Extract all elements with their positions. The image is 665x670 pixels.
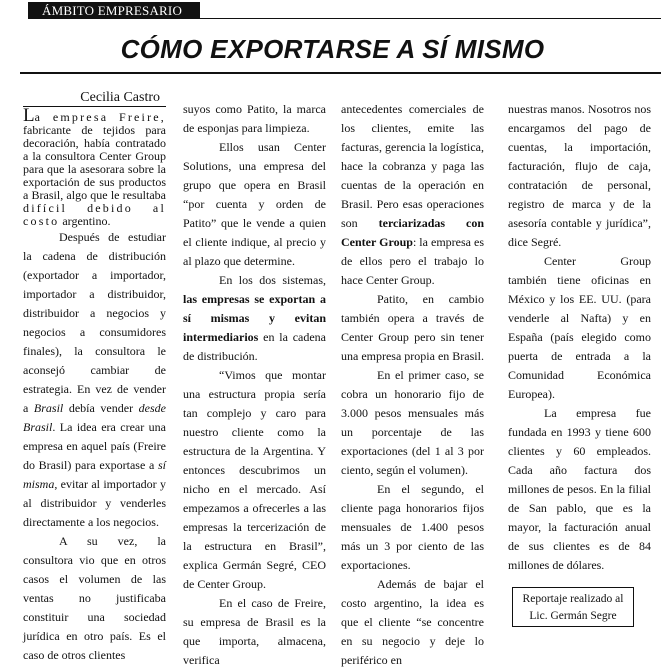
paragraph: La empresa fue fundada en 1993 y tiene 600 clientes y 60 empleados. Cada año factura dos millones de pesos. En la filial de San pablo, que es la mayor, la facturación anual de sus clientes es de 84 millones de dólares. [508, 406, 651, 572]
section-label: ÁMBITO EMPRESARIO [28, 2, 200, 19]
credit-line: Lic. Germán Segre [529, 610, 617, 622]
highlighted-text: terciarizadas con Center Group [341, 216, 484, 249]
column-1 [23, 90, 166, 665]
paragraph: Patito, en cambio también opera a través de Center Group pero sin tener una empresa propia en Brasil. [341, 292, 484, 363]
paragraph: antecedentes comerciales de los clientes, emite las facturas, gerencia la logística, hace la cobranza y paga las cuentas de la operación en Brasil. Pero esas operaciones son terciarizadas con Center Group: la empresa es de ellos pero el trabajo lo hace Center Group. [341, 102, 485, 287]
paragraph: Además de bajar el costo argentino, la idea es que el cliente “se concentre en su negocio y deje lo periférico en [341, 577, 484, 667]
paragraph: En el caso de Freire, su empresa de Brasil es la que importa, almacena, verifica [183, 596, 326, 667]
paragraph: “Vimos que montar una estructura propia sería tan complejo y caro para nuestro cliente como la estructura de la Argentina. Y entonces descubrimos un nicho en el mercado. Así empezamos a ofrecerles a las empresas la tercerización de la estructura en Brasil”, explica Germán Segré, CEO de Center Group. [183, 368, 326, 591]
lead-paragraph: La empresa Freire, fabricante de tejidos para decoración, había contratado a la consultora Center Group para que la asesorara sobre la exportación de sus productos a Brasil, algo que le resultaba difícil debido al costo argentino. [23, 105, 166, 228]
paragraph: En el primer caso, se cobra un honorario fijo de 3.000 pesos mensuales más un porcentaje de las exportaciones (del 1 al 3 por ciento, según el volumen). [341, 368, 484, 477]
byline-rule [23, 106, 166, 107]
interview-credit-box [512, 587, 634, 627]
drop-cap: L [23, 105, 35, 126]
paragraph: nuestras manos. Nosotros nos encargamos del pago de cuentas, la importación, facturación, flujo de caja, contratación de personal, registro de marca y de la asesoría contable y jurídica”, dice Segré. [508, 102, 651, 249]
paragraph: Center Group también tiene oficinas en México y los EE. UU. (para venderle al Nafta) y en España (país elegido como puerta de entrada a la Comunidad Económica Europea). [508, 254, 651, 401]
author-byline: Cecilia Castro [80, 90, 160, 105]
column-4 [508, 100, 651, 575]
paragraph: En el segundo, el cliente paga honorarios fijos mensuales de 1.400 pesos más un 3 por ciento de las exportaciones. [341, 482, 484, 572]
highlighted-text: las empresas se exportan a sí mismas y evitan intermediarios [183, 292, 326, 344]
paragraph: En los dos sistemas, las empresas se exportan a sí mismas y evitan intermediarios en la cadena de distribución. [183, 273, 326, 363]
paragraph: Ellos usan Center Solutions, una empresa del grupo que opera en Brasil “por cuenta y orden de Patito” que le vende a quien el cliente indique, al precio y al plazo que determine. [183, 140, 326, 268]
column-2 [183, 100, 326, 670]
paragraph: suyos como Patito, la marca de esponjas para limpieza. [183, 102, 326, 135]
credit-line: Reportaje realizado al [522, 593, 624, 605]
paragraph: A su vez, la consultora vio que en otros casos el volumen de las ventas no justificaba constituir una sociedad jurídica en otro país. Es el caso de otros clientes [23, 534, 166, 662]
column-3 [341, 100, 484, 670]
article-title: CÓMO EXPORTARSE A SÍ MISMO [120, 34, 545, 64]
title-rule [20, 72, 661, 74]
top-rule [28, 18, 661, 19]
paragraph: Después de estudiar la cadena de distribución (exportador a importador, importador a distribuidor, distribuidor a negocios y negocios a consumidores finales), la consultora le aconsejó cambiar de estrategia. En vez de vender a Brasil debía vender desde Brasil. La idea era crear una empresa en aquel país (Freire do Brasil) para exportase a sí misma, evitar al importador y al distribuidor y venderles directamente a los negocios. [23, 230, 166, 529]
